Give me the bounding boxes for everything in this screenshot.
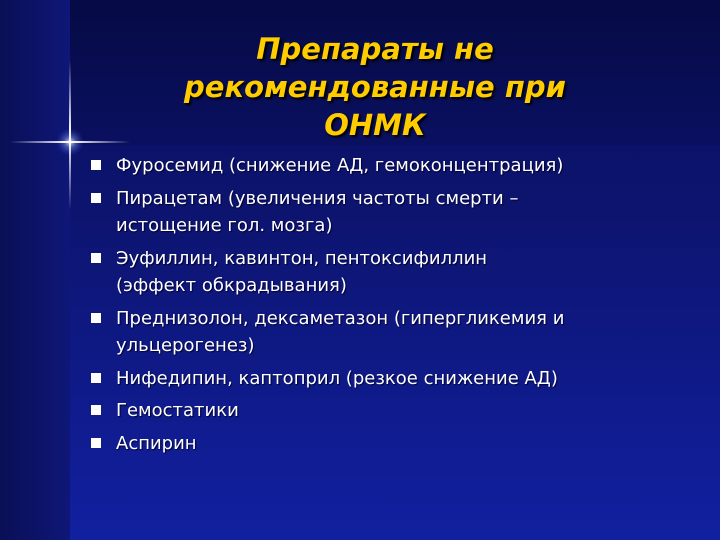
bullet-item-hemostatics xyxy=(88,397,688,425)
bullet-text-line: истощение гол. мозга) xyxy=(116,215,333,236)
bullet-text-line: Нифедипин, каптоприл (резкое снижение АД) xyxy=(116,367,558,389)
left-band xyxy=(0,0,70,540)
square-bullet-icon xyxy=(91,405,101,415)
slide-title xyxy=(95,30,655,144)
bullet-item-aspirin xyxy=(88,430,688,458)
bullet-text-line: Фуросемид (снижение АД, гемоконцентрация) xyxy=(116,155,564,176)
bullet-item-nifedipine xyxy=(88,365,688,393)
bullet-list xyxy=(88,152,688,462)
square-bullet-icon xyxy=(91,313,101,323)
square-bullet-icon xyxy=(91,193,101,203)
bullet-text-line: Эуфиллин, кавинтон, пентоксифиллин xyxy=(116,247,488,269)
bullet-text-line: ульцерогенез) xyxy=(116,335,255,356)
title-line-3: ОНМК xyxy=(324,108,426,142)
bullet-item-prednisolone xyxy=(88,305,688,360)
title-line-1: Препараты не xyxy=(256,32,494,66)
bullet-text-line: Гемостатики xyxy=(116,400,239,421)
square-bullet-icon xyxy=(91,253,101,263)
square-bullet-icon xyxy=(91,160,101,170)
square-bullet-icon xyxy=(91,373,101,383)
bullet-text-line: Преднизолон, дексаметазон (гипергликемия и xyxy=(116,307,565,329)
bullet-item-furosemide xyxy=(88,152,688,180)
bullet-text-line: (эффект обкрадывания) xyxy=(116,275,347,296)
bullet-text-line: Аспирин xyxy=(116,432,197,454)
bullet-item-euphylline xyxy=(88,245,688,300)
square-bullet-icon xyxy=(91,438,101,448)
title-line-2: рекомендованные при xyxy=(184,70,566,104)
bullet-item-piracetam xyxy=(88,185,688,240)
bullet-text-line: Пирацетам (увеличения частоты смерти – xyxy=(116,187,519,209)
